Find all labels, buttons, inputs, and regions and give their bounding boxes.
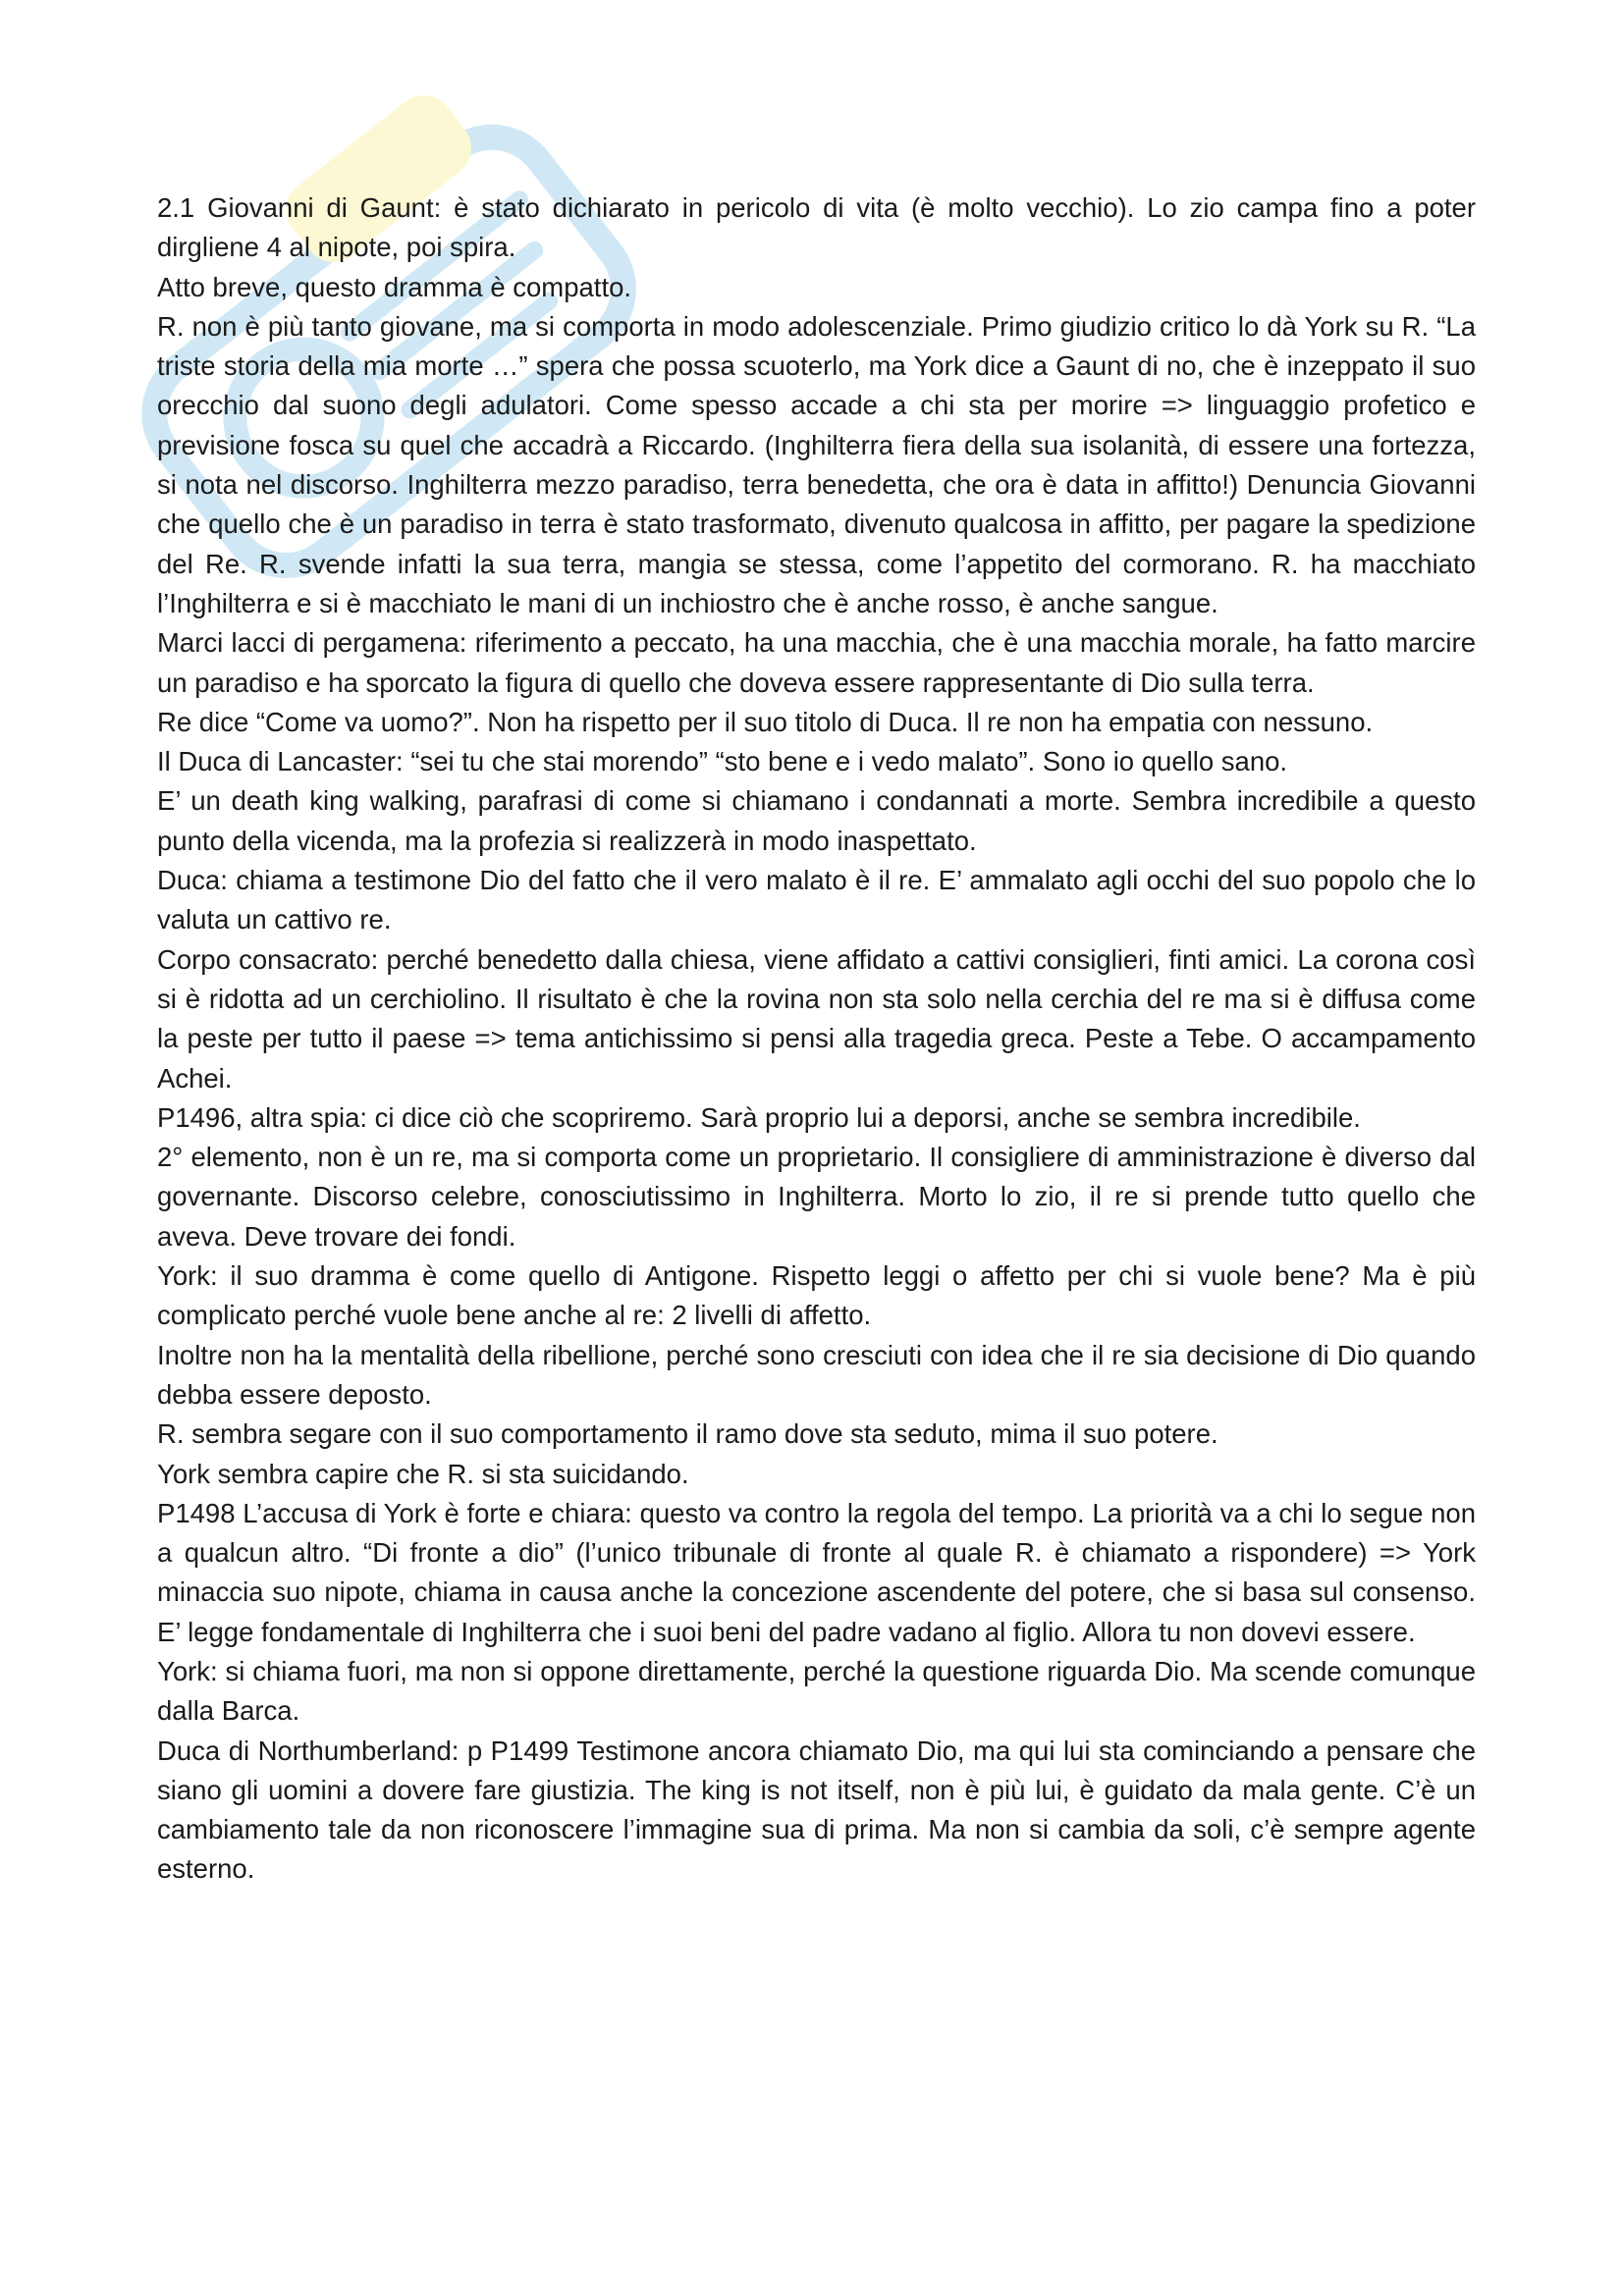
paragraph: Inoltre non ha la mentalità della ribellione, perché sono cresciuti con idea che il re sia decisione di Dio quando debba essere deposto. [157, 1339, 1476, 1410]
paragraph: Duca: chiama a testimone Dio del fatto che il vero malato è il re. E’ ammalato agli occhi del suo popolo che lo valuta un cattivo re. [157, 865, 1476, 935]
paragraph: P1498 L’accusa di York è forte e chiara: questo va contro la regola del tempo. La priorità va a chi lo segue non a qualcun altro. “Di fronte a dio” (l’unico tribunale di fronte al quale R. è chiamato a rispondere) => York minaccia suo nipote, chiama in causa anche la concezione ascendente del potere, che si basa sul consenso. E’ legge fondamentale di Inghilterra che i suoi beni del padre vadano al figlio. Allora tu non dovevi essere. [157, 1497, 1476, 1647]
paragraph: R. sembra segare con il suo comportamento il ramo dove sta seduto, mima il suo potere. [157, 1418, 1218, 1450]
paragraph: P1496, altra spia: ci dice ciò che scopriremo. Sarà proprio lui a deporsi, anche se sembra incredibile. [157, 1101, 1361, 1133]
paragraph: Duca di Northumberland: p P1499 Testimone ancora chiamato Dio, ma qui lui sta cominciando a pensare che siano gli uomini a dovere fare giustizia. The king is not itself, non è più lui, è guidato da mala gente. C’è un cambiamento tale da non riconoscere l’immagine sua di prima. Ma non si cambia da soli, c’è sempre agente esterno. [157, 1735, 1476, 1885]
paragraph: E’ un death king walking, parafrasi di come si chiamano i condannati a morte. Sembra incredibile a questo punto della vicenda, ma la profezia si realizzerà in modo inaspettato. [157, 785, 1476, 856]
paragraph: Il Duca di Lancaster: “sei tu che stai morendo” “sto bene e i vedo malato”. Sono io quello sano. [157, 746, 1288, 777]
paragraph: Atto breve, questo dramma è compatto. [157, 271, 632, 302]
paragraph: Marci lacci di pergamena: riferimento a peccato, ha una macchia, che è una macchia morale, ha fatto marcire un paradiso e ha sporcato la figura di quello che doveva essere rappresentante di Dio sulla terra. [157, 627, 1476, 698]
notes-body [157, 188, 1476, 1890]
paragraph: Corpo consacrato: perché benedetto dalla chiesa, viene affidato a cattivi consiglieri, finti amici. La corona così si è ridotta ad un cerchiolino. Il risultato è che la rovina non sta solo nella cerchia del re ma si è diffusa come la peste per tutto il paese => tema antichissimo si pensi alla tragedia greca. Peste a Tebe. O accampamento Achei. [157, 943, 1476, 1094]
paragraph: York sembra capire che R. si sta suicidando. [157, 1458, 689, 1489]
paragraph: 2.1 Giovanni di Gaunt: è stato dichiarato in pericolo di vita (è molto vecchio). Lo zio campa fino a poter dirgliene 4 al nipote, poi spira. [157, 192, 1476, 263]
paragraph: York: il suo dramma è come quello di Antigone. Rispetto leggi o affetto per chi si vuole bene? Ma è più complicato perché vuole bene anche al re: 2 livelli di affetto. [157, 1260, 1476, 1331]
paragraph: 2° elemento, non è un re, ma si comporta come un proprietario. Il consigliere di amministrazione è diverso dal governante. Discorso celebre, conosciutissimo in Inghilterra. Morto lo zio, il re si prende tutto quello che aveva. Deve trovare dei fondi. [157, 1142, 1476, 1252]
paragraph: Re dice “Come va uomo?”. Non ha rispetto per il suo titolo di Duca. Il re non ha empatia con nessuno. [157, 706, 1374, 737]
paragraph: R. non è più tanto giovane, ma si comporta in modo adolescenziale. Primo giudizio critico lo dà York su R. “La triste storia della mia morte …” spera che possa scuoterlo, ma York dice a Gaunt di no, che è inzeppato il suo orecchio dal suono degli adulatori. Come spesso accade a chi sta per morire => linguaggio profetico e previsione fosca su quel che accadrà a Riccardo. (Inghilterra fiera della sua isolanità, di essere una fortezza, si nota nel discorso. Inghilterra mezzo paradiso, terra benedetta, che ora è data in affitto!) Denuncia Giovanni che quello che è un paradiso in terra è stato trasformato, divenuto qualcosa in affitto, per pagare la spedizione del Re. R. svende infatti la sua terra, mangia se stessa, come l’appetito del cormorano. R. ha macchiato l’Inghilterra e si è macchiato le mani di un inchiostro che è anche rosso, è anche sangue. [157, 310, 1476, 618]
paragraph: York: si chiama fuori, ma non si oppone direttamente, perché la questione riguarda Dio. Ma scende comunque dalla Barca. [157, 1655, 1476, 1727]
